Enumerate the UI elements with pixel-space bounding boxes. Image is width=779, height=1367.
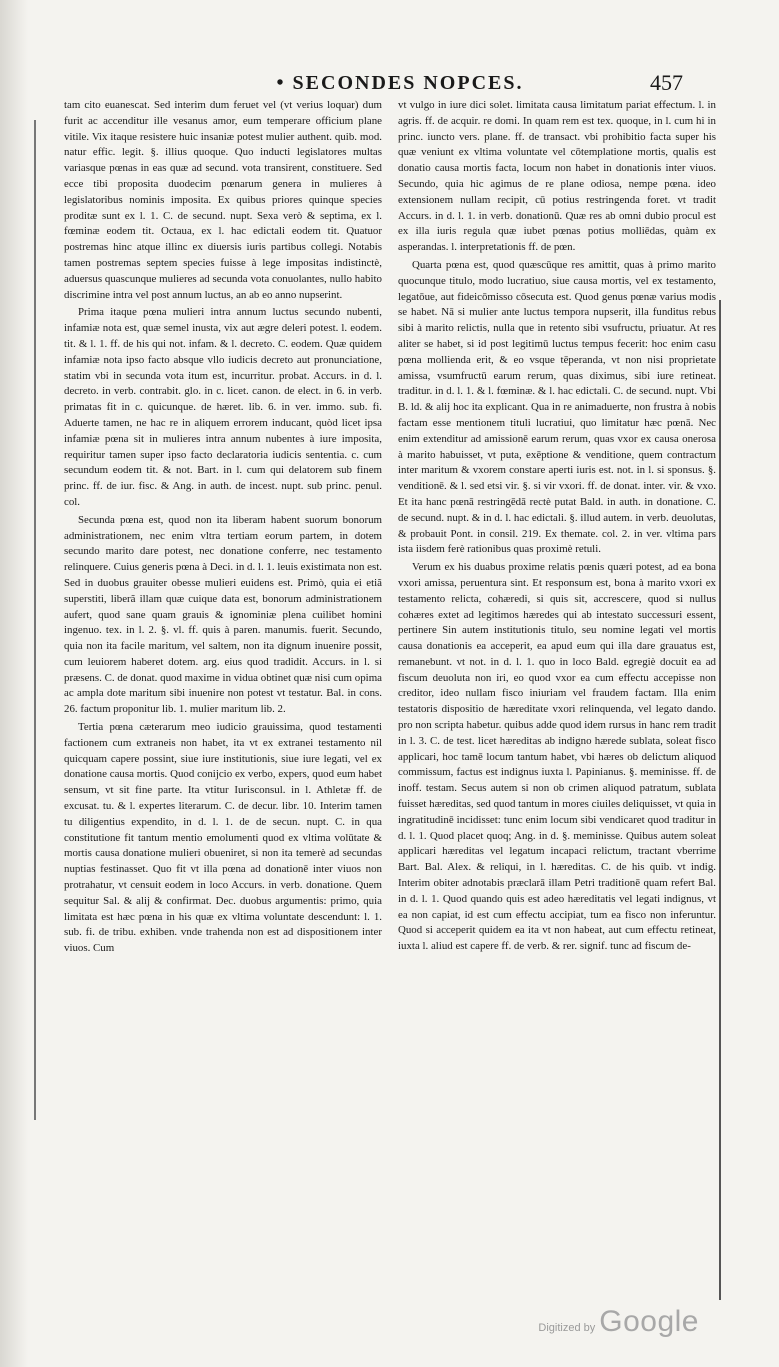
right-paragraph-1: vt vulgo in iure dici solet. limitata causa limitatum pariat effectum. l. in agris. ff. de acquir. re domi. In quam rem est tex. quoque, in l. cum hi in princ. iuncto vers. plane. ff. de transact. vbi prohibitio facta super his quæ veniunt ex vltima voluntate vel cōtemplatione mortis, qualis est donatio causa mortis facta, locum non habet in donationis inter viuos. Secundo, quia hic agimus de re plane odiosa, nempe pœna. ideo extensionem nullam recipit, cū potius restringenda foret. vt tradit Accurs. in d. l. 1. in verb. donationū. Quæ res ab omni dubio procul est ex illa iuris regula quæ iubet pœnas potius molliēdas, quàm ex asperandas. l. interpretationis ff. de pœn. [398,99,716,254]
running-head: • SECONDES NOPCES. [276,72,524,94]
google-logo: Google [599,1305,699,1338]
page-gutter-shadow [0,0,28,1367]
right-paragraph-2: Quarta pœna est, quod quæscūque res amittit, quas à primo marito quocunque titulo, modo lucratiuo, siue causa mortis, vel ex testamento, legatōue, aut fideicōmisso cōsecuta est. Quod genus pœnæ varius modis se habet. Nā si mulier ante luctus tempora nupserit, illa funditus rebus sibi à marito relictis, nulla que in retento sibi vsufructu, priuatur. At res aliter se habet, si id post legitimū luctus tempus fecerit: hoc enim casu pœna mollienda erit, & eo vsque tēperanda, vt non nisi proprietate amissa, vsumfructū earum rerum, quas diximus, sibi iure retineat. traditur. in d. l. 1. & l. fœminæ. & l. hac edictali. C. de secund. nupt. Vbi B. ld. & alij hoc ita explicant. Qua in re animaduerte, non frustra à nobis factam esse mentionem tituli lucratiui, quo limitatur hæc pœnā. Nec enim extenditur ad amissionē earum rerum, quas vxor ex causa onerosa à marito habuisset, vt puta, exēptione & venditione, quem contractum inter maritum & vxorem constare aperti iuris est. not. in l. si sponsus. §. venditionē. & l. sed etsi vir. §. si vir vxori. ff. de donat. inter. vir. & vxo. Et ita hanc pœnā restringēdā rectè putat Bald. in auth. in donatione. C. de secund. nupt. & in d. l. hac edictali. §. illud autem. in verb. deuolutas, & probauit Pont. in consil. 219. Ex themate. col. 2. in ver. vltima pars ista iisdem ferè rationibus quas proximè retuli. [398,258,716,556]
left-column [64,98,382,1328]
digitized-by-text: Digitized by [538,1322,596,1334]
digitization-credit [538,1305,699,1339]
right-column [398,98,716,1328]
left-paragraph-4: Tertia pœna cæterarum meo iudicio grauissima, quod testamenti factionem cum extraneis non habet, ita vt ex extranei testamento nil quicquam capere possint, siue iure institutionis, siue iure legati, vel ex donatione causa mortis. Quod conijcio ex verbo, expers, quod eum habet sensum, vt sit fine parte. Ita vtitur Iurisconsul. in l. Athletæ ff. de excusat. tu. & l. expertes literarum. C. de decur. libr. 10. Interim tamen tu diligentius expendito, in d. l. 1. de de secun. nupt. C. in qua constitutione fit tantum mentio emolumenti quod ex vltima volūtate & mortis causa donatione mulieri obueniret, si non ita temerè ad secundas nuptias festinasset. Quo fit vt illa pœna ad donationē inter viuos non protrahatur, vt censuit eodem in loco Accurs. in verb. donatione. Quem sequitur Sal. & alij & confirmat. Dec. duobus argumentis: primo, quia limitata est hæc pœna in his quæ ex vltima voluntate descendunt: l. 1. sub. fi. de tribu. exhiben. vnde trahenda non est ad dispositionem inter viuos. Cum [64,721,382,955]
left-paragraph-3: Secunda pœna est, quod non ita liberam habent suorum bonorum administrationem, nec enim vltra tertiam eorum partem, in dotem secundo marito dare potest, nec donatione conferre, nec testamento relinquere. Cuius generis pœna à Deci. in d. l. 1. leuis existimata non est. Sed in duobus grauiter obesse mulieri euidens est. Primò, quia ei etiã superstiti, liberã illam quæ cuique data est, bonorum administrationem aufert, quod sane quam grauis & ignominiæ plena cuilibet homini ingenuo. tex. in l. 2. §. vl. ff. quis à paren. manumis. fuerit. Secundo, quia non ita facile maritum, vel saltem, non ita dignum inuenire possit, cum leuiorem haberet dotem. arg. eius quod tradidit. Accurs. in l. si præsens. C. de donat. quod maxime in vidua obtinet quæ nisi cum opima ac ampla dote maritum sibi inuenire non potest vt testatur. Bal. in cons. 26. factum proponitur lib. 1. mulier maritum lib. 2. [64,513,382,716]
right-paragraph-3: Verum ex his duabus proxime relatis pœnis quæri potest, ad ea bona vxori amissa, peruentura sint. Et responsum est, bona à marito vxori ex testamento relicta, cohæredi, si quis sit, accrescere, quod si nullus cohæres extet ad legitimos hæredes qui ab intestato successuri essent, pertinere Sin autem institutionis titulo, seu nomine legati vel mortis causa donationis ea acceperit, ea apud eum qui illa dare grauatus est, remanebunt. vt not. in d. l. 1. quo in loco Bald. egregiè docuit ea ad fiscum deuoluta non iri, eo quod vxor ea cum effectu accepisse non creditor, ideo nullam fisco iniuriam vel fraudem factam. Illa enim testatoris dispositio de hæreditate vxori relinquenda, vel legato dando. pro non scripta habetur. quibus adde quod idem rursus in hanc rem tradit in l. 3. C. de test. licet hæreditas ab indigno hærede sublata, soleat fisco applicari, hoc tamē locum tantum habet, vbi hæres ob delictum aliquod commissum, factus est indignus iuxta l. Papinianus. §. meminisse. ff. de inoff. testam. Secus autem si non ob crimen aliquod patratum, sublata fuisset hæreditas, sed quod tantum in mores ciuiles deliquisset, vt quia in ingratitudinē incidisset: tunc enim locum sibi vendicaret quod traditur in d. l. 1. Quod placet quoq; Ang. in d. §. meminisse. Quibus autem soleat applicari hæreditas vel legatum incapaci relictum, tractant vberrime Bart. Bal. Alex. & reliqui, in l. hæreditas. C. de his quib. vt indig. Interim obiter adnotabis præclarā illam Petri traditionē quam refert Bal. in d. l. 1. Quod quando quis est adeo hæreditatis vel legati indignus, vt ea non capiat, id est cum effectu accipiat, tum ea fisco non inferuntur. Quod si acceperit quidem ea ita vt non habeat, aut cum effectu retineat, iuxta l. aliud est capere ff. de verb. & rer. signif. tunc ad fiscum de- [398,561,716,953]
page-number: 457 [650,70,683,95]
left-paragraph-2: Prima itaque pœna mulieri intra annum luctus secundo nubenti, infamiæ nota est, quæ semel inusta, vix aut ægre deleri potest. l. eodem. tit. & l. 1. ff. de his qui not. infam. & l. decreto. C. eodem. Quæ quidem infamiæ nota ipso facto absque vllo iudicis decreto aut pronunciatione, statim vbi in secunda vota itum est, incurritur. probat. Accurs. in d. l. decreto. in verb. contrabit. glo. in c. licet. canon. de elect. in 6. in verb. primatas fit in c. quicunque. de hæret. lib. 6. in ver. immo. sub. fi. Aduerte tamen, ne hac re in aliquem errorem inducant, quòd licet ipsa infamiæ pœna sit in mulieres intra annum nubentes à iure imposita, requiritur tamen super ipso facto declaratoria iudicis sententia. c. cum secundum eodem tit. & not. Bart. in l. cum qui delatorem sub finem princ. ff. de iur. fisc. & Ang. in auth. de incest. nupt. sub princ. penul. col. [64,306,382,508]
left-paragraph-1: tam cito euanescat. Sed interim dum feruet vel (vt verius loquar) dum furit ac accenditur ille vesanus amor, eum temperare officium plane vitile. Vix itaque resistere huic insaniæ potest mulier authent. quib. mod. natur effic. legit. §. illius quoque. Quo inducti legislatores multas variasque pœnas in eas quæ ad secund. vota transirent, constituere. Sed ecce tibi proposita duodecim pœnarum genera in mulieres à legislatoribus nominis imposita. Ex quibus priores quinque species proditæ sunt ex l. 1. C. de secund. nupt. Sexa verò & septima, ex l. fœminæ eodem tit. Octaua, ex l. hac edictali eodem tit. Quatuor postremas hinc atque illinc ex diuersis iuris partibus collegi. Notabis tamen postremas septem species fuisse à lege impositas indistinctè, aduersus quascunque mulieres ad secunda vota conuolantes, nullo habito discrimine intra vel post annum luctus, an ab eo anno nupserint. [64,99,382,301]
margin-rule-left [34,120,44,1120]
